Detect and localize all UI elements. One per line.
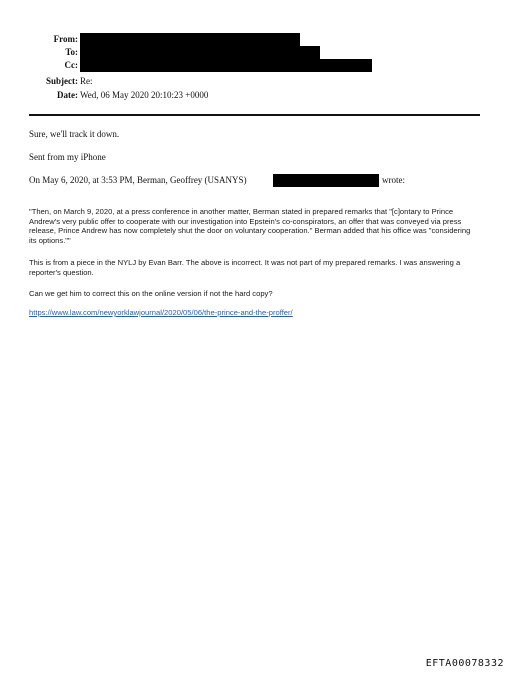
article-link[interactable]: https://www.law.com/newyorklawjournal/2020/05/06/the-prince-and-the-proffer/ <box>29 308 293 317</box>
reply-signature: Sent from my iPhone <box>29 152 106 162</box>
subject-label: Subject: <box>46 76 78 86</box>
sender-email-redaction <box>273 174 379 187</box>
date-label: Date: <box>57 90 78 100</box>
article-link-container <box>29 308 474 318</box>
cc-label: Cc: <box>64 60 78 70</box>
reply-body: Sure, we'll track it down. <box>29 129 120 139</box>
quoted-paragraph: "Then, on March 9, 2020, at a press conference in another matter, Berman stated in prepared remarks that "[c]ontary to Prince Andrew's very public offer to cooperate with our investigation into Epstein's co-conspirators, an offer that was conveyed via press release, Prince Andrew has now completely shut the door on voluntary cooperation." Berman added that his office was "considering its options."" <box>29 207 471 245</box>
to-label: To: <box>65 47 78 57</box>
attribution-prefix: On May 6, 2020, at 3:53 PM, Berman, Geoffrey (USANYS) <box>29 175 247 185</box>
reply-attribution <box>29 175 247 187</box>
cc-redaction <box>80 59 372 72</box>
to-redaction <box>80 46 320 59</box>
document-id: EFTA00078332 <box>425 658 504 669</box>
quoted-question: Can we get him to correct this on the online version if not the hard copy? <box>29 289 273 298</box>
from-redaction <box>80 33 300 46</box>
from-label: From: <box>53 34 78 44</box>
quoted-note: This is from a piece in the NYLJ by Evan Barr. The above is incorrect. It was not part of my prepared remarks. I was answering a reporter's question. <box>29 258 461 277</box>
attribution-suffix: wrote: <box>382 175 405 185</box>
subject-value: Re: <box>80 76 93 86</box>
date-value: Wed, 06 May 2020 20:10:23 +0000 <box>80 90 209 100</box>
header-divider <box>29 114 480 116</box>
